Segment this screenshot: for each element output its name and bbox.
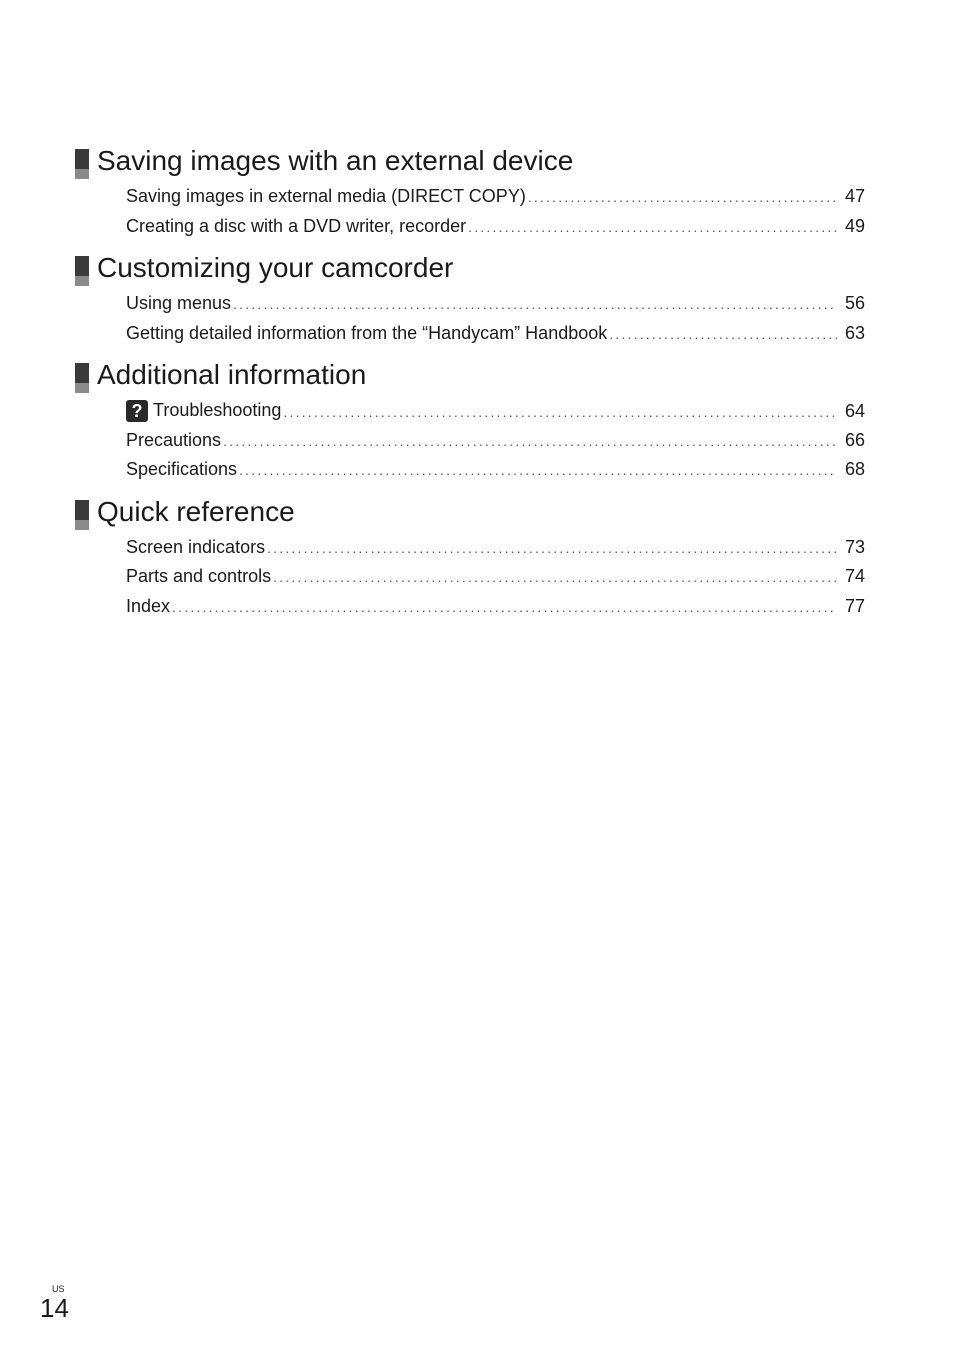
toc-entry[interactable] — [126, 533, 865, 563]
toc-entry[interactable] — [126, 182, 865, 212]
section-heading — [75, 357, 865, 393]
toc-section — [75, 357, 865, 485]
leader-dots — [609, 320, 837, 350]
section-title: Quick reference — [97, 495, 295, 527]
toc-entry-page[interactable]: 73 — [844, 536, 865, 557]
toc-entry-page[interactable]: 77 — [844, 595, 865, 616]
section-entries — [75, 179, 865, 241]
leader-dots — [273, 563, 837, 593]
toc-section — [75, 494, 865, 622]
toc-entry-page[interactable]: 56 — [844, 293, 865, 313]
toc-entry-page[interactable]: 64 — [844, 400, 865, 421]
section-entries — [75, 530, 865, 622]
section-bar-marker — [75, 149, 89, 179]
toc-entry[interactable] — [126, 562, 865, 592]
toc-entry-page[interactable]: 74 — [844, 566, 865, 586]
question-icon: ? — [126, 400, 148, 422]
leader-dots — [172, 593, 837, 623]
table-of-contents — [75, 143, 865, 621]
toc-entry[interactable] — [126, 455, 865, 485]
leader-dots — [267, 534, 837, 564]
leader-dots — [239, 456, 837, 486]
page-number: 14 — [40, 1293, 69, 1323]
toc-entry-label[interactable]: Parts and controls — [126, 566, 272, 586]
toc-entry-label[interactable]: Troubleshooting — [153, 400, 282, 420]
toc-entry-label[interactable]: Using menus — [126, 293, 232, 313]
toc-entry-page[interactable]: 68 — [844, 459, 865, 479]
section-bar-marker — [75, 363, 89, 393]
leader-dots — [223, 427, 837, 457]
toc-entry-page[interactable]: 63 — [844, 322, 865, 343]
toc-entry-page[interactable]: 49 — [844, 215, 865, 236]
section-heading — [75, 143, 865, 179]
toc-entry[interactable] — [126, 592, 865, 622]
toc-entry-label[interactable]: Creating a disc with a DVD writer, recorder — [126, 215, 467, 236]
toc-entry-label[interactable]: Specifications — [126, 459, 238, 479]
section-bar-marker — [75, 256, 89, 286]
toc-entry-page[interactable]: 47 — [844, 186, 865, 206]
section-title: Additional information — [97, 359, 367, 390]
toc-section — [75, 143, 865, 241]
toc-entry[interactable] — [126, 212, 865, 242]
section-heading — [75, 250, 865, 286]
section-entries — [75, 286, 865, 348]
toc-entry-label[interactable]: Saving images in external media (DIRECT COPY) — [126, 186, 526, 206]
toc-entry-label-wrap[interactable] — [126, 396, 281, 426]
toc-entry-page[interactable]: 66 — [844, 429, 865, 450]
toc-entry[interactable] — [126, 319, 865, 349]
toc-entry[interactable] — [126, 396, 865, 426]
toc-entry-label[interactable]: Precautions — [126, 429, 222, 450]
section-entries — [75, 393, 865, 485]
toc-entry[interactable] — [126, 426, 865, 456]
leader-dots — [233, 290, 837, 320]
leader-dots — [528, 183, 837, 213]
leader-dots — [468, 213, 837, 243]
leader-dots — [283, 398, 837, 428]
toc-entry-label[interactable]: Index — [126, 595, 171, 616]
section-bar-marker — [75, 500, 89, 530]
section-title: Saving images with an external device — [97, 145, 574, 176]
toc-entry-label[interactable]: Getting detailed information from the “Handycam” Handbook — [126, 322, 608, 343]
section-title: Customizing your camcorder — [97, 252, 454, 283]
section-heading — [75, 494, 865, 530]
toc-entry-label[interactable]: Screen indicators — [126, 536, 266, 557]
toc-entry[interactable] — [126, 289, 865, 319]
locale-superscript: US — [52, 1284, 65, 1294]
toc-section — [75, 250, 865, 348]
